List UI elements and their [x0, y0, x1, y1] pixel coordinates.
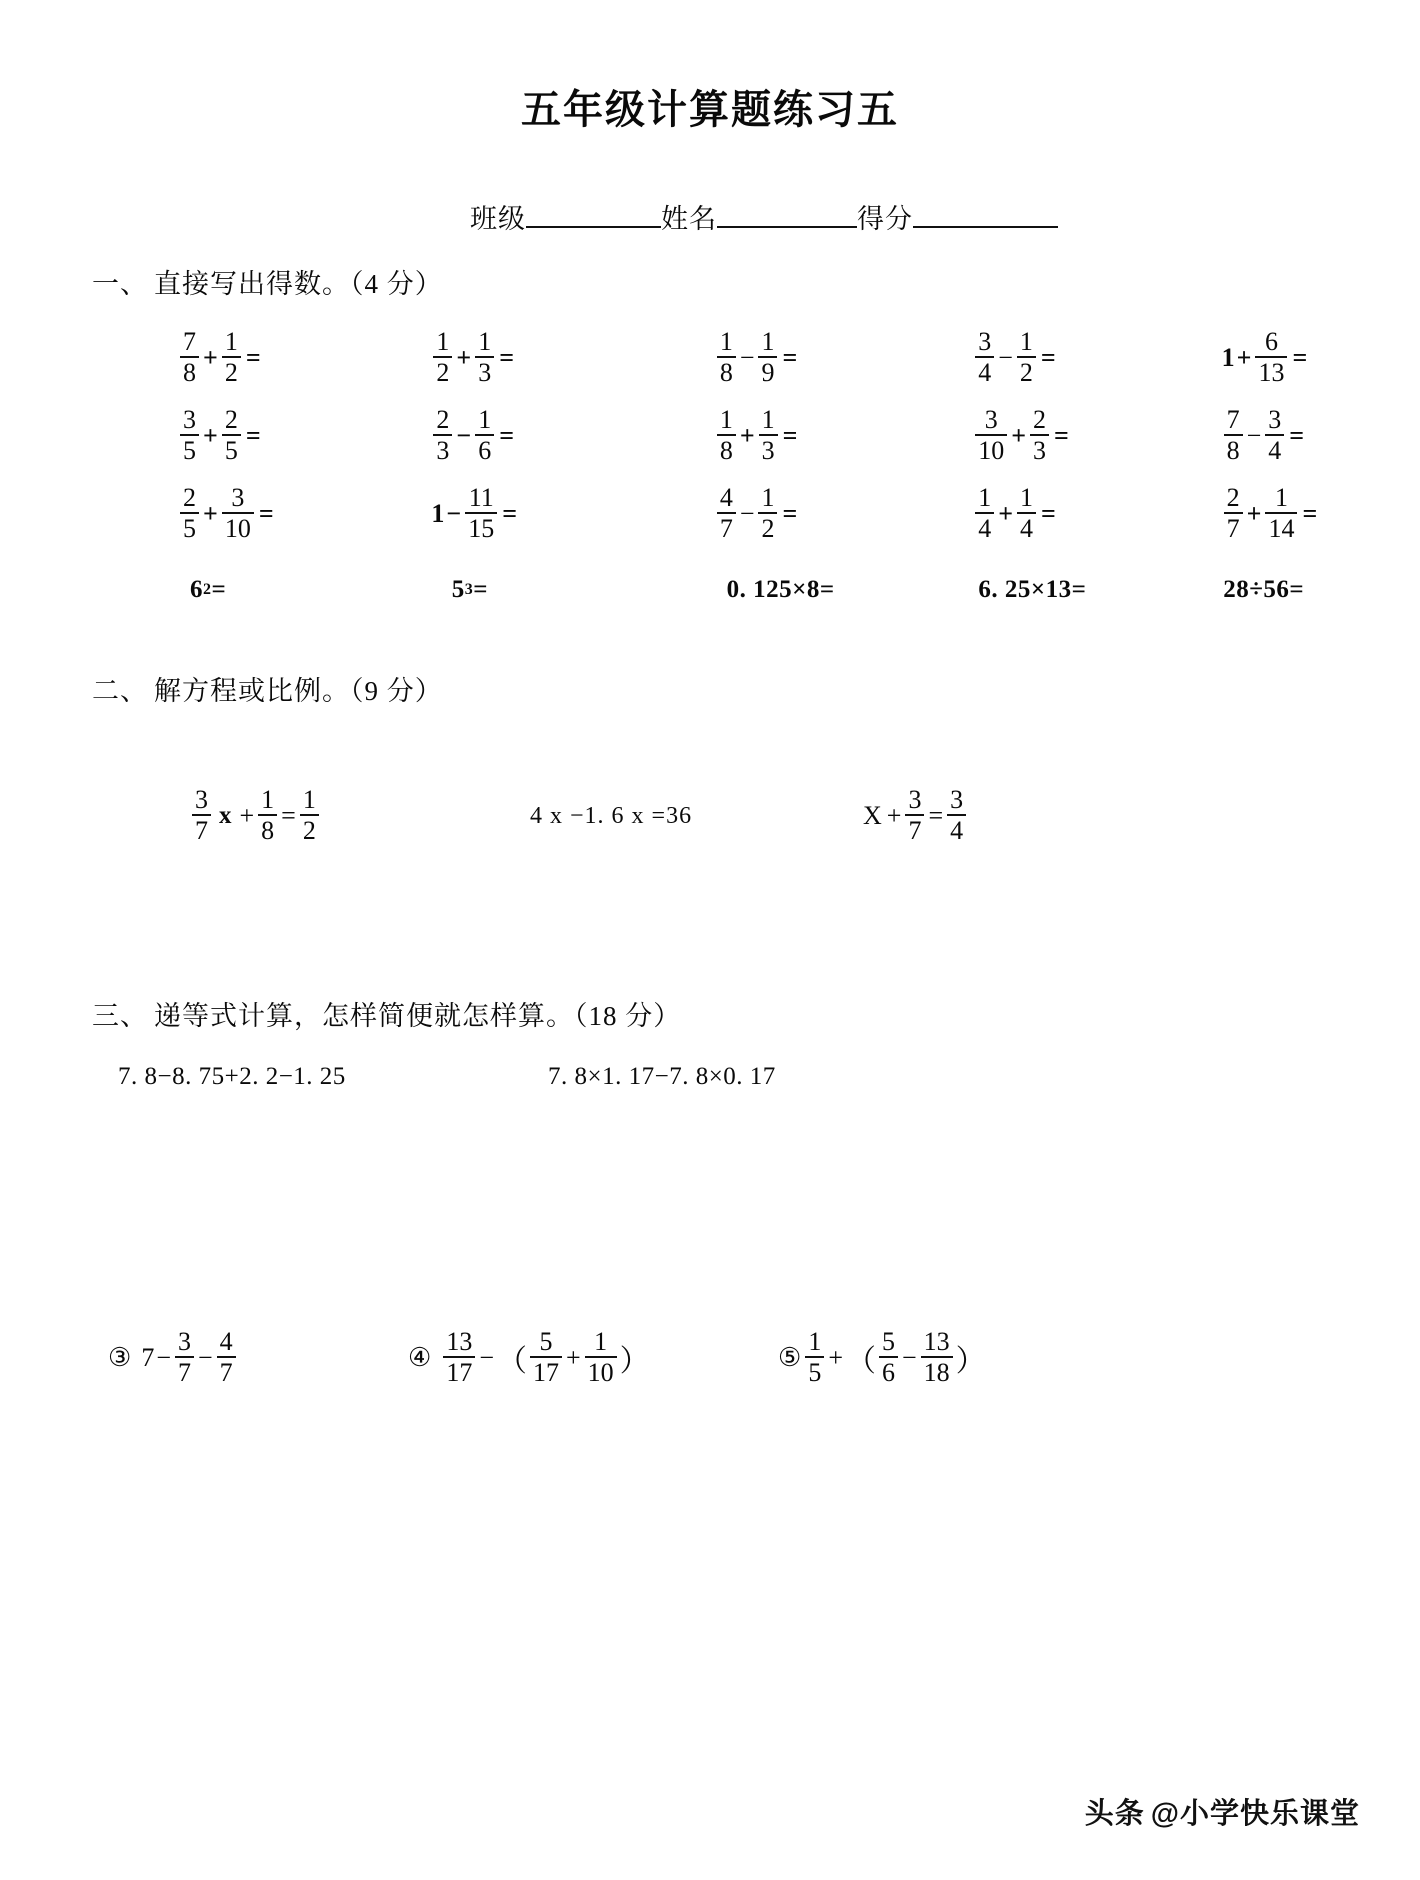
- equals-sign: =: [281, 801, 296, 830]
- name-input-blank[interactable]: [717, 226, 857, 228]
- fraction: $\frac{1}{4}$: [1017, 484, 1036, 542]
- calculation-item-5[interactable]: [778, 1329, 987, 1387]
- oral-problem-power[interactable]: [150, 576, 387, 604]
- fraction: $\frac{1}{8}$: [258, 786, 277, 844]
- fraction: $\frac{1}{5}$: [805, 1328, 824, 1386]
- oral-problem[interactable]: [376, 326, 629, 387]
- equals-sign: =: [502, 499, 518, 528]
- fraction: $\frac{2}{3}$: [433, 406, 452, 464]
- operator: −: [901, 1343, 917, 1373]
- operator: −: [998, 343, 1013, 372]
- oral-problem[interactable]: [1172, 326, 1420, 387]
- fraction: $\frac{2}{5}$: [222, 406, 241, 464]
- oral-problem[interactable]: [913, 404, 1171, 465]
- oral-problem-power[interactable]: [387, 576, 649, 604]
- operator: −: [1246, 421, 1262, 450]
- oral-problem[interactable]: [1172, 404, 1420, 465]
- score-label: 得分: [857, 204, 913, 234]
- operator: +: [1011, 421, 1027, 450]
- section-1-index: 一、: [92, 269, 148, 299]
- equals-sign: =: [1302, 499, 1318, 528]
- calculation-item-3[interactable]: [108, 1329, 408, 1387]
- equals-sign: =: [245, 421, 261, 450]
- equals-sign: =: [499, 421, 515, 450]
- operator: −: [739, 343, 755, 372]
- fraction: $\frac{11}{15}$: [465, 484, 497, 542]
- fraction: $\frac{1}{10}$: [585, 1328, 617, 1386]
- operator: −: [739, 499, 755, 528]
- equals-sign: =: [473, 576, 489, 603]
- class-label: 班级: [470, 204, 526, 234]
- item-marker: ⑤: [778, 1343, 802, 1373]
- oral-calculation-grid: [0, 319, 1420, 621]
- fraction: $\frac{3}{5}$: [180, 406, 199, 464]
- fraction: $\frac{1}{8}$: [717, 406, 736, 464]
- power-exponent: 3: [464, 581, 474, 598]
- score-input-blank[interactable]: [913, 226, 1058, 228]
- right-paren: ）: [955, 1345, 986, 1379]
- power-base: 5: [451, 576, 465, 603]
- fraction: $\frac{1}{2}$: [758, 484, 777, 542]
- oral-problem[interactable]: [1172, 482, 1420, 543]
- equals-sign: =: [1289, 421, 1305, 450]
- fraction: $\frac{1}{6}$: [475, 406, 494, 464]
- fraction: $\frac{13}{17}$: [443, 1328, 475, 1386]
- fraction: $\frac{7}{8}$: [180, 328, 199, 386]
- fraction: $\frac{3}{4}$: [975, 328, 994, 386]
- fraction: $\frac{2}{3}$: [1030, 406, 1049, 464]
- oral-problem-decimal[interactable]: 6. 25×13=: [978, 576, 1087, 603]
- operator: +: [998, 499, 1014, 528]
- operator: +: [203, 343, 218, 372]
- page-title: 五年级计算题练习五: [521, 87, 899, 132]
- fraction: $\frac{3}{7}$: [175, 1328, 194, 1386]
- fraction: $\frac{3}{10}$: [222, 484, 254, 542]
- calculation-expression[interactable]: 7. 8−8. 75+2. 2−1. 25: [118, 1063, 346, 1090]
- equals-sign: =: [928, 801, 944, 830]
- equation-row: [0, 768, 1420, 864]
- operator: +: [828, 1343, 843, 1373]
- watermark-text: @小学快乐课堂: [1150, 1798, 1360, 1830]
- operator: −: [156, 1343, 171, 1373]
- operator: +: [1236, 343, 1252, 372]
- fraction: $\frac{1}{2}$: [1017, 328, 1036, 386]
- equation-1[interactable]: [190, 784, 530, 845]
- oral-problem-division[interactable]: 28÷56=: [1223, 576, 1305, 603]
- equals-sign: =: [1040, 343, 1056, 372]
- oral-problem[interactable]: [630, 326, 913, 387]
- fraction: $\frac{4}{7}$: [217, 1328, 236, 1386]
- operator: +: [203, 421, 218, 450]
- fraction: $\frac{7}{8}$: [1224, 406, 1243, 464]
- fraction: $\frac{3}{4}$: [947, 786, 966, 844]
- fraction: $\frac{1}{3}$: [759, 406, 778, 464]
- fraction: $\frac{3}{7}$: [192, 786, 211, 844]
- equals-sign: =: [499, 343, 515, 372]
- equals-sign: =: [211, 576, 227, 603]
- section-3-heading: [0, 994, 1420, 1033]
- operator: +: [739, 421, 755, 450]
- power-exponent: 2: [203, 581, 212, 598]
- oral-row: [150, 475, 1420, 553]
- fraction: $\frac{2}{7}$: [1224, 484, 1243, 542]
- calculation-item-4[interactable]: [408, 1329, 778, 1387]
- left-paren: （: [845, 1345, 876, 1379]
- power-base: 6: [190, 576, 203, 603]
- section-1-heading: [0, 262, 1420, 301]
- item-marker: ④: [408, 1343, 432, 1373]
- oral-problem[interactable]: [376, 482, 629, 543]
- equals-sign: =: [782, 499, 798, 528]
- watermark: [1085, 1791, 1360, 1832]
- oral-row-powers: [150, 559, 1420, 621]
- fraction: $\frac{1}{8}$: [717, 328, 736, 386]
- equals-sign: =: [245, 343, 261, 372]
- fraction: $\frac{1}{2}$: [222, 328, 241, 386]
- fraction: $\frac{3}{4}$: [1265, 406, 1284, 464]
- operator: −: [197, 1343, 213, 1373]
- equals-sign: =: [1292, 343, 1308, 372]
- equation-2[interactable]: 4 x −1. 6 x =36: [530, 802, 693, 829]
- operator: +: [565, 1343, 581, 1373]
- section-1-title: 直接写出得数。（4 分）: [154, 269, 443, 299]
- equals-sign: =: [1041, 499, 1056, 528]
- section-3-index: 三、: [92, 1001, 148, 1031]
- operator: +: [886, 801, 902, 830]
- item-marker: ③: [108, 1343, 132, 1373]
- operator: +: [203, 499, 218, 528]
- fraction: $\frac{2}{5}$: [180, 484, 199, 542]
- operator: +: [456, 343, 472, 372]
- fraction: $\frac{4}{7}$: [717, 484, 736, 542]
- fraction: $\frac{1}{9}$: [758, 328, 777, 386]
- equation-3[interactable]: [860, 784, 968, 845]
- operator: −: [446, 499, 462, 528]
- variable: X: [863, 801, 882, 830]
- section-2-heading: [0, 669, 1420, 708]
- oral-problem[interactable]: [630, 404, 913, 465]
- watermark-prefix: 头条: [1084, 1798, 1145, 1830]
- calculation-row-1: [0, 1063, 1420, 1091]
- fraction: $\frac{1}{4}$: [975, 484, 994, 542]
- oral-row: [150, 397, 1420, 475]
- oral-problem[interactable]: [630, 482, 913, 543]
- oral-problem[interactable]: [913, 326, 1171, 387]
- equals-sign: =: [782, 421, 798, 450]
- equals-sign: =: [1054, 421, 1069, 450]
- worksheet-page: [0, 78, 1420, 1880]
- right-paren: ）: [619, 1345, 650, 1379]
- fraction: $\frac{3}{10}$: [975, 406, 1007, 464]
- fraction: $\frac{6}{13}$: [1255, 328, 1287, 386]
- fraction: $\frac{5}{17}$: [530, 1328, 562, 1386]
- fraction: $\frac{1}{2}$: [433, 328, 452, 386]
- oral-problem[interactable]: [150, 404, 376, 465]
- whole-number: 1: [1221, 343, 1235, 372]
- section-2-title: 解方程或比例。（9 分）: [154, 676, 443, 706]
- fraction: $\frac{5}{6}$: [879, 1328, 898, 1386]
- fraction: $\frac{3}{7}$: [905, 786, 924, 844]
- fraction: $\frac{1}{14}$: [1265, 484, 1297, 542]
- whole-number: 1: [431, 499, 445, 528]
- operator: −: [456, 421, 472, 450]
- calculation-row-2: [0, 1329, 1420, 1387]
- oral-problem-decimal[interactable]: 0. 125×8=: [726, 576, 835, 603]
- name-label: 姓名: [661, 204, 717, 234]
- whole-number: 7: [141, 1343, 155, 1373]
- section-3-title: 递等式计算，怎样简便就怎样算。（18 分）: [154, 1001, 682, 1031]
- operator: +: [239, 801, 255, 830]
- oral-problem[interactable]: [150, 482, 376, 543]
- operator: +: [1246, 499, 1262, 528]
- section-2-index: 二、: [92, 676, 148, 706]
- calculation-expression[interactable]: 7. 8×1. 17−7. 8×0. 17: [548, 1063, 776, 1090]
- oral-problem[interactable]: [376, 404, 629, 465]
- student-info-line: [0, 197, 1420, 236]
- fraction: $\frac{1}{3}$: [475, 328, 494, 386]
- operator: −: [479, 1343, 494, 1373]
- equals-sign: =: [782, 343, 798, 372]
- oral-problem[interactable]: [150, 326, 376, 387]
- oral-problem[interactable]: [913, 482, 1171, 543]
- variable: x: [219, 802, 232, 829]
- left-paren: （: [496, 1345, 527, 1379]
- fraction: $\frac{1}{2}$: [300, 786, 319, 844]
- fraction: $\frac{13}{18}$: [921, 1328, 953, 1386]
- equals-sign: =: [258, 499, 274, 528]
- class-input-blank[interactable]: [526, 226, 661, 228]
- oral-row: [150, 319, 1420, 397]
